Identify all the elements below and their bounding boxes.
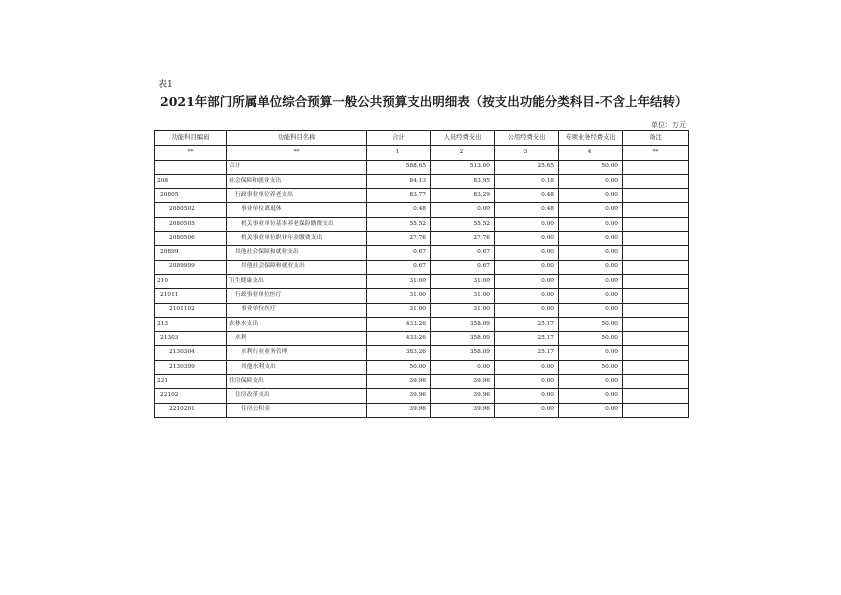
cell-name: 机关事业单位基本养老保险缴费支出 [227,217,367,231]
column-index-cell: 1 [367,146,431,161]
cell-note [623,260,689,274]
table-row [155,274,689,288]
table-row [155,332,689,346]
cell-public: 25.17 [495,332,559,346]
cell-name: 住房保障支出 [227,375,367,389]
cell-code: 2130399 [155,360,227,374]
cell-total: 588.65 [367,160,431,174]
cell-note [623,203,689,217]
cell-public: 0.00 [495,274,559,288]
cell-personnel: 513.00 [431,160,495,174]
table-row [155,217,689,231]
cell-code: 21011 [155,289,227,303]
cell-special: 0.00 [559,217,623,231]
table-row [155,160,689,174]
cell-code: 208 [155,174,227,188]
cell-total: 31.00 [367,289,431,303]
cell-code: 2089999 [155,260,227,274]
cell-special: 0.00 [559,174,623,188]
cell-special: 0.00 [559,303,623,317]
cell-personnel: 358.09 [431,346,495,360]
cell-name: 合计 [227,160,367,174]
cell-note [623,332,689,346]
cell-name: 卫生健康支出 [227,274,367,288]
cell-public: 0.00 [495,389,559,403]
unit-note: 单位：万元 [651,121,686,129]
column-index-cell: ** [623,146,689,161]
cell-public: 0.00 [495,217,559,231]
cell-note [623,389,689,403]
cell-special: 0.00 [559,289,623,303]
cell-total: 31.00 [367,274,431,288]
cell-special: 0.00 [559,403,623,417]
cell-public: 0.00 [495,360,559,374]
cell-note [623,289,689,303]
cell-total: 27.76 [367,232,431,246]
column-header-name: 功能科目名称 [227,131,367,146]
cell-name: 住房公积金 [227,403,367,417]
table-row [155,375,689,389]
cell-total: 0.67 [367,246,431,260]
cell-total: 433.26 [367,317,431,331]
cell-note [623,360,689,374]
cell-personnel: 27.76 [431,232,495,246]
cell-special: 0.00 [559,203,623,217]
cell-code: 2080502 [155,203,227,217]
cell-special: 0.00 [559,260,623,274]
table-row [155,189,689,203]
cell-name: 水利 [227,332,367,346]
cell-total: 84.13 [367,174,431,188]
cell-personnel: 83.95 [431,174,495,188]
cell-note [623,160,689,174]
column-header-note: 备注 [623,131,689,146]
cell-personnel: 39.96 [431,403,495,417]
column-index-cell: ** [227,146,367,161]
cell-total: 55.52 [367,217,431,231]
cell-code: 213 [155,317,227,331]
cell-special: 0.00 [559,375,623,389]
cell-code: 2080506 [155,232,227,246]
cell-special: 50.00 [559,160,623,174]
cell-name: 住房改革支出 [227,389,367,403]
cell-public: 0.00 [495,232,559,246]
cell-name: 水利行业业务管理 [227,346,367,360]
table-row [155,346,689,360]
cell-personnel: 39.96 [431,375,495,389]
page-title: 2021年部门所属单位综合预算一般公共预算支出明细表（按支出功能分类科目-不含上年结转） [160,94,688,109]
cell-name: 其他社会保障和就业支出 [227,246,367,260]
cell-special: 50.00 [559,360,623,374]
column-index-cell: 3 [495,146,559,161]
cell-name: 行政事业单位医疗 [227,289,367,303]
cell-note [623,346,689,360]
table-row [155,232,689,246]
cell-note [623,303,689,317]
cell-total: 433.26 [367,332,431,346]
cell-name: 农林水支出 [227,317,367,331]
cell-note [623,232,689,246]
cell-code: 2080505 [155,217,227,231]
cell-total: 39.96 [367,389,431,403]
column-index-row [155,146,689,161]
column-header-total: 合计 [367,131,431,146]
table-row [155,303,689,317]
cell-public: 0.48 [495,189,559,203]
cell-code: 221 [155,375,227,389]
cell-name: 行政事业单位养老支出 [227,189,367,203]
cell-note [623,246,689,260]
table-row [155,289,689,303]
cell-public: 25.65 [495,160,559,174]
cell-public: 0.00 [495,303,559,317]
budget-table [154,130,689,418]
column-index-cell: 4 [559,146,623,161]
cell-special: 0.00 [559,274,623,288]
cell-public: 0.00 [495,246,559,260]
cell-total: 83.77 [367,189,431,203]
cell-name: 事业单位医疗 [227,303,367,317]
table-row [155,174,689,188]
cell-total: 0.67 [367,260,431,274]
cell-total: 383.26 [367,346,431,360]
cell-name: 社会保障和就业支出 [227,174,367,188]
cell-code: 2101102 [155,303,227,317]
cell-special: 0.00 [559,246,623,260]
cell-personnel: 55.52 [431,217,495,231]
cell-note [623,375,689,389]
column-index-cell: ** [155,146,227,161]
cell-public: 0.00 [495,403,559,417]
column-header-personnel: 人员经费支出 [431,131,495,146]
cell-personnel: 0.00 [431,360,495,374]
column-header-code: 功能科目编码 [155,131,227,146]
table-row [155,260,689,274]
cell-special: 0.00 [559,346,623,360]
cell-code: 2210201 [155,403,227,417]
cell-note [623,317,689,331]
cell-code: 22102 [155,389,227,403]
cell-public: 0.00 [495,289,559,303]
cell-name: 其他水利支出 [227,360,367,374]
cell-personnel: 83.29 [431,189,495,203]
table-row [155,389,689,403]
cell-total: 39.96 [367,375,431,389]
cell-personnel: 39.96 [431,389,495,403]
cell-note [623,217,689,231]
cell-public: 0.48 [495,203,559,217]
cell-code: 2130304 [155,346,227,360]
cell-personnel: 31.00 [431,303,495,317]
cell-special: 0.00 [559,389,623,403]
table-row [155,203,689,217]
table-row [155,246,689,260]
cell-public: 0.00 [495,375,559,389]
cell-public: 0.00 [495,260,559,274]
cell-note [623,403,689,417]
column-index-cell: 2 [431,146,495,161]
column-header-special: 专项业务经费支出 [559,131,623,146]
cell-name: 机关事业单位职业年金缴费支出 [227,232,367,246]
header-row [155,131,689,146]
cell-personnel: 0.00 [431,203,495,217]
cell-code: 20805 [155,189,227,203]
cell-total: 0.48 [367,203,431,217]
cell-special: 50.00 [559,317,623,331]
cell-total: 39.96 [367,403,431,417]
table-row [155,360,689,374]
cell-total: 50.00 [367,360,431,374]
table-label: 表1 [158,80,173,90]
cell-note [623,274,689,288]
cell-code: 20899 [155,246,227,260]
cell-note [623,189,689,203]
cell-public: 25.17 [495,317,559,331]
cell-note [623,174,689,188]
cell-special: 0.00 [559,189,623,203]
cell-personnel: 358.09 [431,317,495,331]
cell-name: 其他社会保障和就业支出 [227,260,367,274]
cell-personnel: 0.67 [431,246,495,260]
cell-special: 50.00 [559,332,623,346]
cell-total: 31.00 [367,303,431,317]
cell-special: 0.00 [559,232,623,246]
cell-public: 25.17 [495,346,559,360]
cell-code [155,160,227,174]
cell-code: 210 [155,274,227,288]
table-row [155,403,689,417]
table-row [155,317,689,331]
cell-personnel: 0.67 [431,260,495,274]
cell-code: 21303 [155,332,227,346]
cell-personnel: 31.00 [431,274,495,288]
cell-personnel: 31.00 [431,289,495,303]
cell-personnel: 358.09 [431,332,495,346]
column-header-public: 公用经费支出 [495,131,559,146]
cell-name: 事业单位离退休 [227,203,367,217]
cell-public: 0.18 [495,174,559,188]
